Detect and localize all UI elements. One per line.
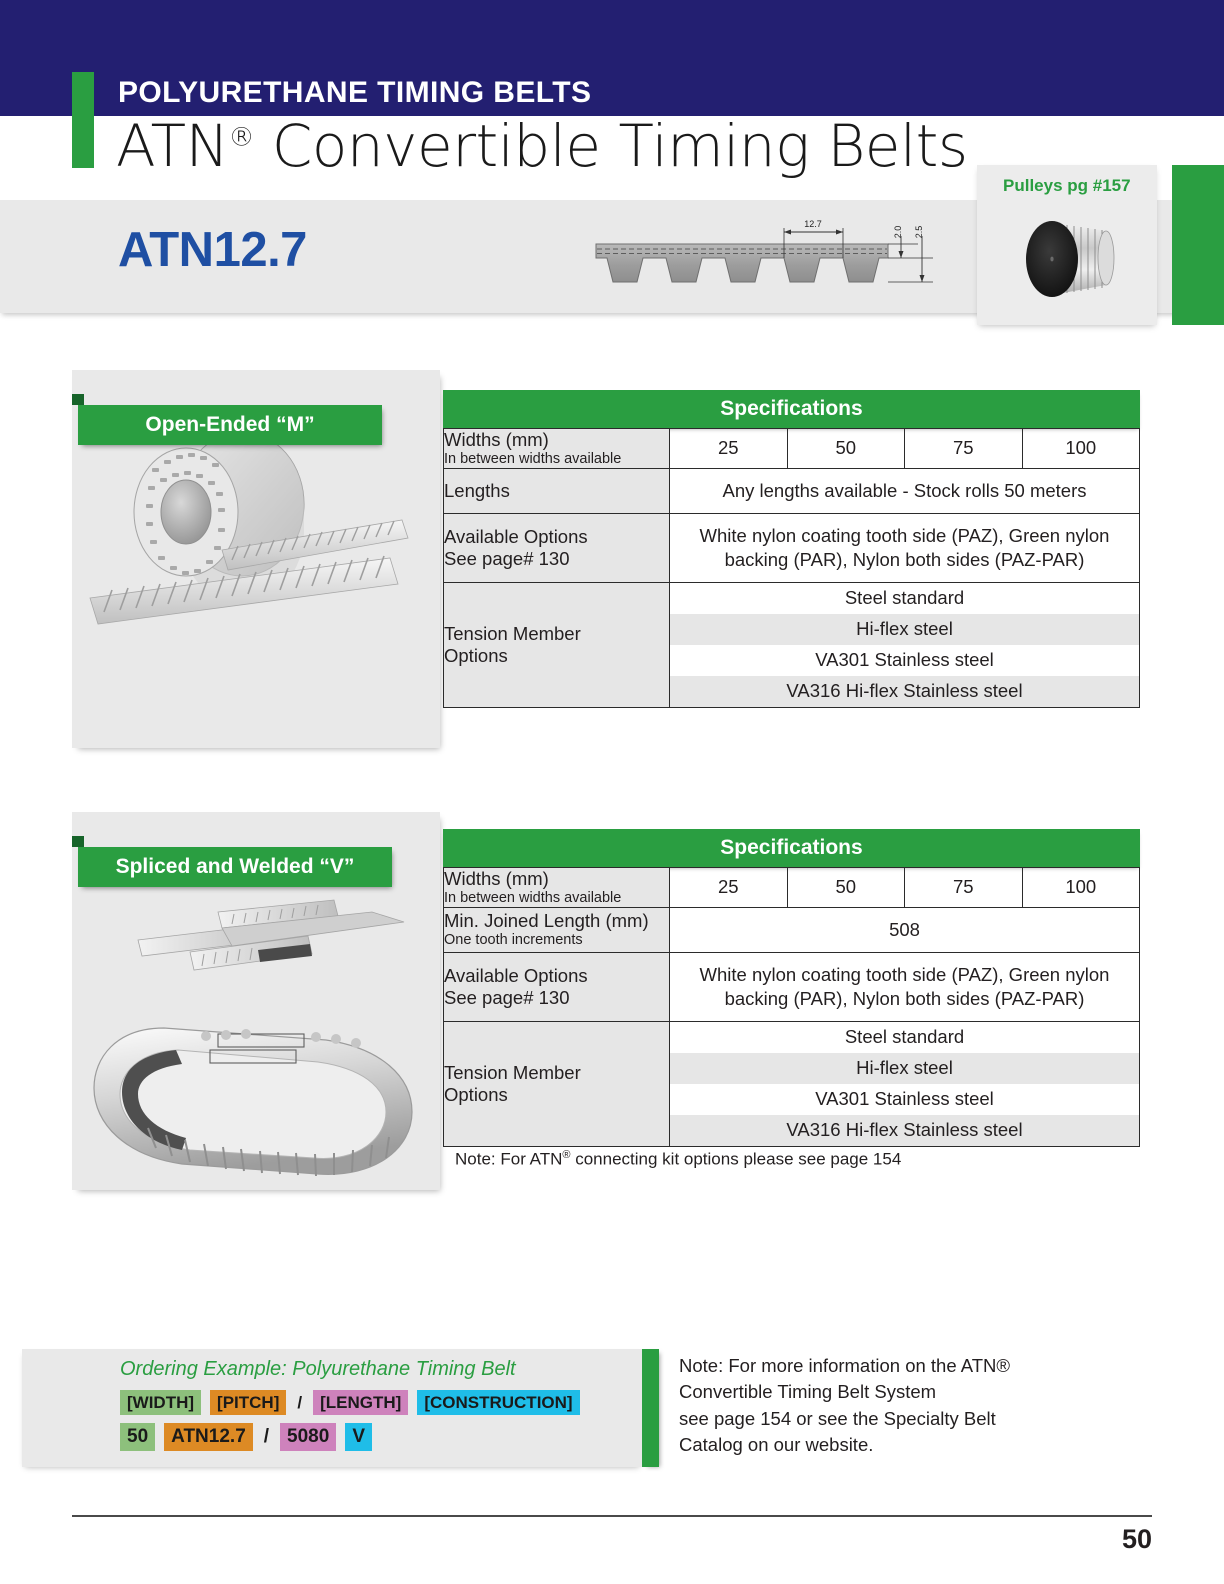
ordering-example-title: Ordering Example: Polyurethane Timing Belt xyxy=(120,1358,516,1380)
header-green-accent-bar xyxy=(72,72,94,168)
table-row-widths xyxy=(444,429,1140,469)
row-label-text: Min. Joined Length (mm) xyxy=(444,910,649,932)
side-note-line: Catalog on our website. xyxy=(679,1433,874,1455)
specifications-table-open-ended xyxy=(443,390,1140,708)
note-text-pre: Note: For ATN xyxy=(455,1149,563,1169)
row-label-widths xyxy=(444,868,670,908)
width-value-4: 100 xyxy=(1022,429,1140,469)
row-label-text: Lengths xyxy=(444,480,510,502)
side-note-line: see page 154 or see the Specialty Belt xyxy=(679,1407,996,1429)
ribbon-notch xyxy=(72,836,84,847)
row-label-text: Tension Member xyxy=(444,1062,581,1084)
side-note-line: Note: For more information on the ATN® xyxy=(679,1355,1011,1376)
registered-mark-icon: ® xyxy=(228,122,254,153)
side-note-block xyxy=(679,1353,1079,1458)
tension-member-options-cell xyxy=(670,1022,1140,1147)
tag-pitch-value: ATN12.7 xyxy=(164,1423,253,1451)
row-label-widths xyxy=(444,429,670,469)
tag-construction-value: V xyxy=(345,1423,372,1451)
row-sublabel-text: In between widths available xyxy=(444,450,622,467)
row-label-lengths xyxy=(444,468,670,513)
width-value-4: 100 xyxy=(1022,868,1140,908)
width-value-1: 25 xyxy=(670,868,788,908)
tension-member-item: VA316 Hi-flex Stainless steel xyxy=(670,676,1139,707)
tension-member-item: Hi-flex steel xyxy=(670,614,1139,645)
lengths-value: Any lengths available - Stock rolls 50 meters xyxy=(670,468,1140,513)
table-row-tension-member xyxy=(444,1022,1140,1147)
tension-member-item: VA316 Hi-flex Stainless steel xyxy=(670,1115,1139,1146)
ordering-panel-green-bar xyxy=(642,1349,659,1467)
width-value-3: 75 xyxy=(905,429,1023,469)
section-ribbon-spliced-welded: Spliced and Welded “V” xyxy=(78,847,392,887)
tension-member-list xyxy=(670,583,1139,707)
min-joined-length-value: 508 xyxy=(670,907,1140,952)
width-value-2: 50 xyxy=(787,868,905,908)
row-label-options xyxy=(444,513,670,582)
dimension-pitch-label: 12.7 xyxy=(804,219,822,229)
pulley-card-green-block xyxy=(1172,165,1224,325)
row-label-tension-member xyxy=(444,583,670,708)
product-name: ATN12.7 xyxy=(118,223,307,277)
spec-table xyxy=(443,867,1140,1147)
ordering-value-row xyxy=(120,1423,372,1451)
spec-table xyxy=(443,428,1140,708)
page-title-rest: Convertible Timing Belts xyxy=(254,112,968,180)
row-label-options xyxy=(444,952,670,1021)
tension-member-item: Steel standard xyxy=(844,587,965,609)
row-sublabel-text: Options xyxy=(444,1084,508,1106)
section-ribbon-open-ended: Open-Ended “M” xyxy=(78,405,382,445)
table-row-min-joined-length xyxy=(444,907,1140,952)
options-value: White nylon coating tooth side (PAZ), Green nylon backing (PAR), Nylon both sides (PAZ-PAR) xyxy=(670,513,1140,582)
page-title-main: ATN xyxy=(116,112,229,180)
belt-profile-diagram xyxy=(588,214,948,304)
tension-member-options-cell xyxy=(670,583,1140,708)
width-value-2: 50 xyxy=(787,429,905,469)
table-row-options xyxy=(444,952,1140,1021)
spec-table-header: Specifications xyxy=(443,390,1140,428)
side-note-line: Convertible Timing Belt System xyxy=(679,1381,937,1403)
tension-member-item: Steel standard xyxy=(844,1026,965,1048)
row-sublabel-text: See page# 130 xyxy=(444,548,570,570)
specifications-table-spliced-welded xyxy=(443,829,1140,1147)
row-label-text: Widths (mm) xyxy=(444,868,549,889)
row-label-text: Available Options xyxy=(444,965,588,987)
width-value-3: 75 xyxy=(905,868,1023,908)
tension-member-item: VA301 Stainless steel xyxy=(815,1088,994,1110)
footer-divider xyxy=(72,1515,1152,1517)
table-row-lengths xyxy=(444,468,1140,513)
page-title xyxy=(116,112,968,180)
dimension-tooth-height-label: 2.0 xyxy=(893,225,903,239)
ordering-separator: / xyxy=(263,1425,270,1447)
pulleys-page-reference[interactable]: Pulleys pg #157 xyxy=(1003,176,1131,195)
tag-pitch-placeholder: [PITCH] xyxy=(210,1390,286,1415)
row-sublabel-text: In between widths available xyxy=(444,889,622,906)
tension-member-item: VA301 Stainless steel xyxy=(815,649,994,671)
ordering-separator: / xyxy=(297,1392,303,1412)
ribbon-notch xyxy=(72,394,84,405)
table-row-widths xyxy=(444,868,1140,908)
table-row-options xyxy=(444,513,1140,582)
table-row-tension-member xyxy=(444,583,1140,708)
row-label-tension-member xyxy=(444,1022,670,1147)
tag-length-value: 5080 xyxy=(280,1423,336,1451)
row-sublabel-text: One tooth increments xyxy=(444,932,583,949)
row-label-min-joined-length xyxy=(444,907,670,952)
row-label-text: Tension Member xyxy=(444,623,581,645)
spec-table-header: Specifications xyxy=(443,829,1140,867)
pulley-image xyxy=(1010,205,1130,310)
width-value-1: 25 xyxy=(670,429,788,469)
row-sublabel-text: See page# 130 xyxy=(444,987,570,1009)
row-label-text: Widths (mm) xyxy=(444,429,549,450)
tag-width-value: 50 xyxy=(120,1423,155,1451)
dimension-belt-height-label: 2.5 xyxy=(914,225,924,239)
note-text-post: connecting kit options please see page 154 xyxy=(570,1149,902,1169)
row-label-text: Available Options xyxy=(444,526,588,548)
tag-length-placeholder: [LENGTH] xyxy=(313,1390,408,1415)
options-value: White nylon coating tooth side (PAZ), Green nylon backing (PAR), Nylon both sides (PAZ-PAR) xyxy=(670,952,1140,1021)
page-number: 50 xyxy=(1121,1524,1152,1554)
tension-member-list xyxy=(670,1022,1139,1146)
tag-width-placeholder: [WIDTH] xyxy=(120,1390,201,1415)
tension-member-item: Hi-flex steel xyxy=(670,1053,1139,1084)
tag-construction-placeholder: [CONSTRUCTION] xyxy=(417,1390,579,1415)
header-kicker: POLYURETHANE TIMING BELTS xyxy=(118,76,592,109)
connecting-kit-note xyxy=(455,1149,901,1170)
row-sublabel-text: Options xyxy=(444,645,508,667)
ordering-placeholder-row xyxy=(120,1390,580,1415)
registered-mark-icon: ® xyxy=(562,1149,571,1161)
